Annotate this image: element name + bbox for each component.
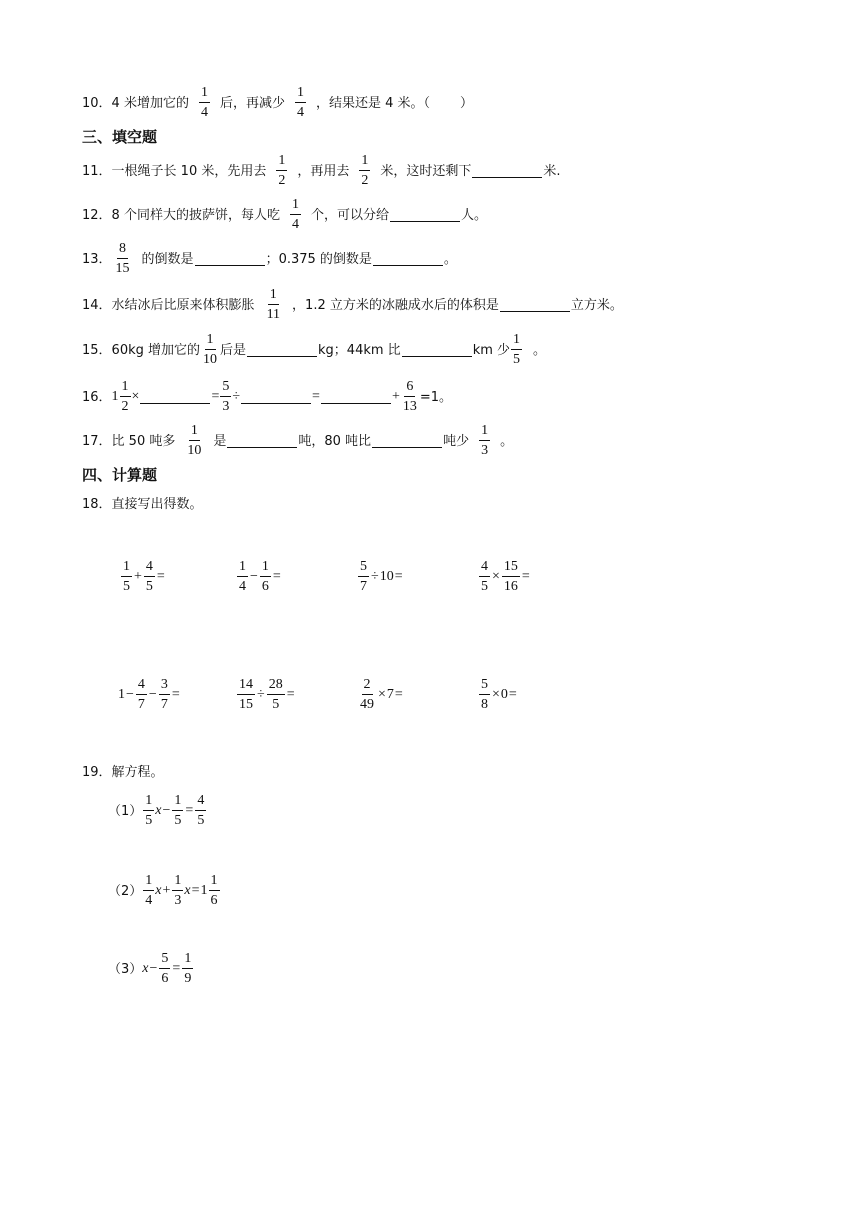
- equals-sign: =: [156, 569, 165, 584]
- denominator: 2: [361, 173, 369, 188]
- numerator: 1: [143, 794, 154, 811]
- numerator: 1: [295, 86, 306, 103]
- question-text: 吨少: [443, 433, 470, 449]
- plus-sign: +: [391, 389, 400, 404]
- variable: x: [155, 883, 162, 898]
- denominator: 8: [481, 697, 488, 712]
- numerator: 1: [268, 288, 279, 305]
- question-text: km 少: [472, 342, 511, 358]
- question-text: 。: [533, 342, 547, 358]
- question-16: [82, 380, 452, 414]
- equals-sign: =: [394, 687, 403, 702]
- denominator: 13: [402, 399, 417, 414]
- fraction: [220, 380, 231, 414]
- numerator: 2: [362, 678, 373, 695]
- question-text: 。: [500, 433, 514, 449]
- whole-number: 1: [111, 389, 119, 404]
- question-text: ，1.2 立方米的冰融成水后的体积是: [292, 297, 499, 313]
- fraction: [260, 560, 271, 594]
- fraction: [358, 560, 369, 594]
- times-sign: ×: [131, 389, 140, 404]
- times-sign: ×: [492, 687, 500, 702]
- equation-label: （1）: [108, 803, 143, 819]
- numerator: 1: [260, 560, 271, 577]
- numerator: 4: [136, 678, 147, 695]
- question-number: 19．: [82, 765, 112, 780]
- denominator: 6: [161, 971, 169, 986]
- denominator: 4: [200, 105, 208, 120]
- question-text: 8 个同样大的披萨饼，每人吃: [111, 207, 280, 223]
- question-10: [82, 86, 473, 120]
- answer-blank[interactable]: [500, 298, 570, 312]
- denominator: 5: [513, 352, 521, 367]
- denominator: 5: [145, 579, 153, 594]
- fraction: [199, 86, 210, 120]
- whole-number: 1: [200, 883, 208, 898]
- answer-blank[interactable]: [140, 390, 210, 404]
- question-19: [82, 766, 164, 779]
- fraction: [209, 874, 220, 908]
- fraction: [172, 794, 183, 828]
- fraction: [201, 333, 219, 367]
- answer-blank[interactable]: [373, 252, 443, 266]
- question-15: [82, 333, 546, 367]
- denominator: 11: [266, 307, 281, 322]
- question-18: [82, 498, 203, 511]
- question-number: 17．: [82, 433, 112, 449]
- fraction: [265, 288, 282, 322]
- numerator: 1: [479, 424, 490, 441]
- fraction: [237, 560, 248, 594]
- numerator: 1: [120, 380, 131, 397]
- equals-sign: =: [394, 569, 403, 584]
- denominator: 9: [184, 971, 192, 986]
- fraction: [401, 380, 419, 414]
- question-text: 。: [443, 251, 457, 267]
- question-text: 立方米。: [570, 297, 623, 313]
- denominator: 16: [503, 579, 518, 594]
- answer-blank[interactable]: [247, 343, 317, 357]
- question-number: 11．: [82, 163, 112, 179]
- question-text: =1。: [419, 389, 453, 405]
- section-heading: 三、填空题: [82, 128, 158, 146]
- denominator: 7: [160, 697, 168, 712]
- denominator: 5: [197, 813, 205, 828]
- numerator: 5: [159, 952, 170, 969]
- equals-sign: =: [172, 961, 181, 976]
- denominator: 7: [137, 697, 145, 712]
- divide-sign: ÷: [371, 569, 379, 584]
- variable: x: [184, 883, 191, 898]
- question-text: 的倒数是: [141, 251, 194, 267]
- question-number: 15．: [82, 342, 112, 358]
- numerator: 5: [358, 560, 369, 577]
- numerator: 1: [276, 154, 287, 171]
- calc-item: [236, 560, 282, 594]
- equals-sign: =: [312, 389, 320, 404]
- question-text: 直接写出得数。: [111, 497, 203, 512]
- denominator: 4: [239, 579, 246, 594]
- plus-sign: +: [162, 883, 171, 898]
- equals-sign: =: [211, 389, 220, 404]
- question-text: 米，这时还剩下: [380, 163, 472, 179]
- number: 1: [118, 687, 125, 702]
- fraction: [502, 560, 520, 594]
- question-13: [82, 242, 457, 276]
- denominator: 49: [360, 697, 374, 712]
- denominator: 3: [174, 893, 182, 908]
- calc-item: [478, 560, 531, 594]
- fraction: [114, 242, 132, 276]
- calc-item: [236, 678, 296, 712]
- answer-blank[interactable]: [195, 252, 265, 266]
- question-number: 10．: [82, 95, 112, 111]
- denominator: 15: [115, 261, 130, 276]
- question-text: kg；44km 比: [318, 342, 401, 358]
- fraction: [172, 874, 183, 908]
- numerator: 14: [237, 678, 255, 695]
- numerator: 1: [182, 952, 193, 969]
- denominator: 4: [145, 893, 153, 908]
- fraction: [182, 952, 193, 986]
- fraction: [143, 874, 154, 908]
- question-number: 16．: [82, 389, 112, 405]
- calc-item: [357, 678, 404, 712]
- denominator: 6: [210, 893, 218, 908]
- denominator: 7: [360, 579, 367, 594]
- numerator: 4: [144, 560, 155, 577]
- denominator: 5: [272, 697, 280, 712]
- fraction: [290, 198, 301, 232]
- fraction: [121, 560, 132, 594]
- denominator: 4: [291, 217, 299, 232]
- denominator: 4: [296, 105, 304, 120]
- fraction: [479, 560, 490, 594]
- denominator: 2: [121, 399, 129, 414]
- numerator: 3: [159, 678, 170, 695]
- answer-blank[interactable]: [472, 164, 542, 178]
- answer-blank[interactable]: [390, 208, 460, 222]
- minus-sign: −: [162, 803, 171, 818]
- plus-sign: +: [134, 569, 142, 584]
- numerator: 8: [117, 242, 128, 259]
- question-text: ；0.375 的倒数是: [265, 251, 372, 267]
- numerator: 1: [237, 560, 248, 577]
- equation-2: [108, 874, 221, 908]
- question-text: 4 米增加它的: [111, 95, 189, 111]
- fraction: [479, 678, 490, 712]
- question-text: 是: [213, 433, 227, 449]
- equation-label: （2）: [108, 883, 143, 899]
- fraction: [143, 794, 154, 828]
- numerator: 4: [195, 794, 206, 811]
- question-14: [82, 288, 623, 322]
- fraction: [120, 380, 131, 414]
- denominator: 15: [239, 697, 253, 712]
- fraction: [159, 678, 170, 712]
- denominator: 5: [145, 813, 153, 828]
- numerator: 1: [209, 874, 220, 891]
- question-number: 13．: [82, 251, 112, 267]
- fraction: [237, 678, 255, 712]
- calc-item: [357, 560, 404, 594]
- answer-blank[interactable]: [402, 343, 472, 357]
- numerator: 1: [359, 154, 370, 171]
- fraction: [144, 560, 155, 594]
- equation-1: [108, 794, 207, 828]
- fraction: [136, 678, 147, 712]
- minus-sign: −: [148, 687, 157, 702]
- fraction: [276, 154, 287, 188]
- number: 10: [379, 569, 394, 584]
- question-17: [82, 424, 513, 458]
- equals-sign: =: [171, 687, 180, 702]
- question-11: [82, 154, 561, 188]
- calc-item: [120, 560, 166, 594]
- denominator: 5: [174, 813, 182, 828]
- equals-sign: =: [191, 883, 200, 898]
- fraction: [358, 678, 376, 712]
- numerator: 4: [479, 560, 490, 577]
- minus-sign: −: [250, 569, 258, 584]
- numerator: 1: [172, 794, 183, 811]
- fraction: [295, 86, 306, 120]
- question-text: ）: [460, 95, 474, 111]
- times-sign: ×: [492, 569, 500, 584]
- question-text: 吨，80 吨比: [298, 433, 372, 449]
- minus-sign: −: [149, 961, 158, 976]
- question-text: 水结冰后比原来体积膨胀: [111, 297, 255, 313]
- denominator: 6: [261, 579, 269, 594]
- divide-sign: ÷: [257, 687, 265, 702]
- numerator: 6: [404, 380, 415, 397]
- numerator: 1: [121, 560, 132, 577]
- calc-item: [478, 678, 518, 712]
- answer-blank[interactable]: [372, 434, 442, 448]
- denominator: 5: [123, 579, 130, 594]
- numerator: 15: [502, 560, 520, 577]
- fraction: [479, 424, 490, 458]
- question-number: 18．: [82, 497, 112, 512]
- numerator: 1: [143, 874, 154, 891]
- equals-sign: =: [286, 687, 295, 702]
- question-text: 后是: [220, 342, 247, 358]
- question-text: 解方程。: [111, 765, 164, 780]
- numerator: 5: [220, 380, 231, 397]
- answer-blank[interactable]: [227, 434, 297, 448]
- question-number: 12．: [82, 207, 112, 223]
- divide-sign: ÷: [232, 389, 241, 404]
- numerator: 1: [189, 424, 200, 441]
- minus-sign: −: [126, 687, 134, 702]
- question-text: 人。: [460, 207, 487, 223]
- question-text: 米.: [543, 163, 561, 179]
- question-text: 后，再减少: [219, 95, 285, 111]
- denominator: 2: [278, 173, 286, 188]
- equals-sign: =: [272, 569, 281, 584]
- question-text: ，结果还是 4 米。（: [315, 95, 431, 111]
- fraction: [359, 154, 370, 188]
- number: 7: [386, 687, 394, 702]
- question-text: 60kg 增加它的: [111, 342, 201, 358]
- variable: x: [142, 961, 149, 976]
- calc-item: [118, 678, 181, 712]
- fraction: [159, 952, 170, 986]
- denominator: 10: [203, 352, 218, 367]
- fraction: [511, 333, 522, 367]
- fraction: [267, 678, 285, 712]
- denominator: 3: [222, 399, 230, 414]
- denominator: 5: [481, 579, 488, 594]
- equals-sign: =: [521, 569, 530, 584]
- number: 0: [500, 687, 508, 702]
- equals-sign: =: [185, 803, 194, 818]
- denominator: 10: [187, 443, 202, 458]
- numerator: 1: [290, 198, 301, 215]
- numerator: 1: [172, 874, 183, 891]
- numerator: 5: [479, 678, 490, 695]
- equation-3: [108, 952, 194, 986]
- fraction: [185, 424, 203, 458]
- question-text: ，再用去: [297, 163, 350, 179]
- question-text: 个，可以分给: [310, 207, 389, 223]
- section-heading: 四、计算题: [82, 466, 158, 484]
- denominator: 3: [481, 443, 489, 458]
- fraction: [195, 794, 206, 828]
- answer-blank[interactable]: [241, 390, 311, 404]
- numerator: 1: [199, 86, 210, 103]
- equals-sign: =: [508, 687, 517, 702]
- numerator: 1: [205, 333, 216, 350]
- question-text: 比 50 吨多: [111, 433, 176, 449]
- numerator: 1: [511, 333, 522, 350]
- variable: x: [155, 803, 162, 818]
- question-number: 14．: [82, 297, 112, 313]
- answer-blank[interactable]: [321, 390, 391, 404]
- question-12: [82, 198, 487, 232]
- numerator: 28: [267, 678, 285, 695]
- question-text: 一根绳子长 10 米，先用去: [111, 163, 267, 179]
- equation-label: （3）: [108, 961, 143, 977]
- times-sign: ×: [378, 687, 386, 702]
